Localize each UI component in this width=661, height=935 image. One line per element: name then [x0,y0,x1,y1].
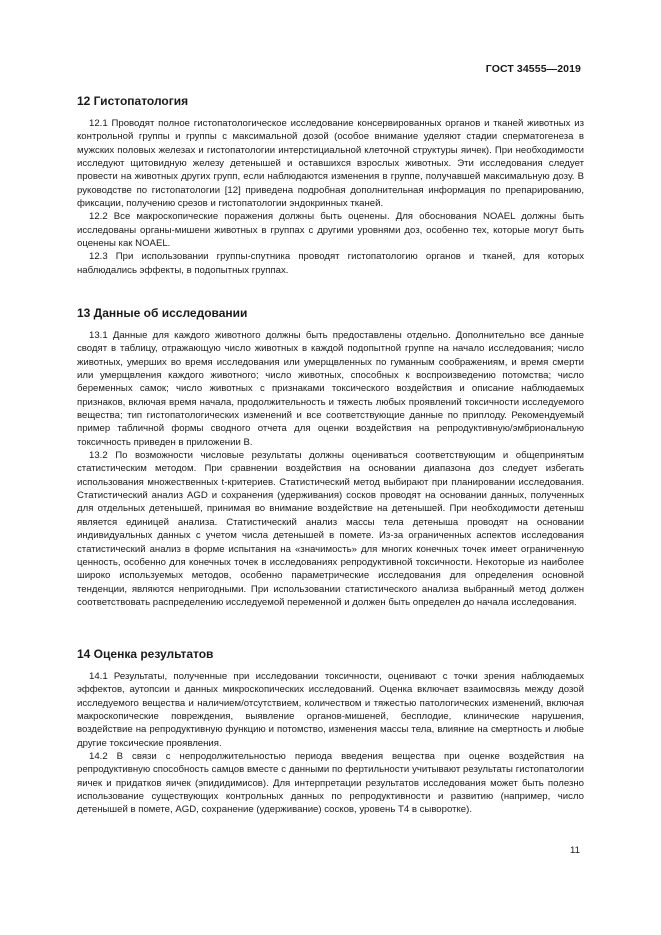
paragraph-14-1: 14.1 Результаты, полученные при исследовании токсичности, оценивают с точки зрения наблюдаемых эффектов, аутопсии и данных микроскопических исследований. Оценка включает взаимосвязь между дозой исследуемого вещества и наличием/отсутствием, количеством и тяжестью патологических изменений, включая макроскопические повреждения, выявление органов-мишеней, бесплодие, клинические нарушения, воздействие на репродуктивную функцию и потомство, изменения массы тела, влияние на смертность и любые другие токсические проявления. [77,671,584,749]
paragraph-13-1: 13.1 Данные для каждого животного должны быть предоставлены отдельно. Дополнительно все данные сводят в таблицу, отражающую число животных в каждой подопытной группе на начало исследования; число животных, умерших во время исследования или умерщвленных по гуманным соображениям, и время смерти или умерщвления каждого животного; число животных, способных к воспроизведению потомства; число беременных самок; число животных с признаками токсического воздействия и описание наблюдаемых признаков, включая время начала, продолжительность и тяжесть любых проявлений токсичности исследуемого вещества; тип гистопатологических изменений и все соответствующие данные по приплоду. Рекомендуемый пример табличной формы сводного отчета для оценки воздействия на репродуктивную/эмбриональную токсичность приведен в приложении В. [77,330,584,448]
section-12-histopathology [77,94,584,277]
paragraph-13-2: 13.2 По возможности числовые результаты должны оцениваться соответствующим и общепринятым статистическим методом. При сравнении воздействия на основании диапазона доз следует избегать использования множественных t-критериев. Статистический метод выбирают при планировании исследования. Статистический анализ AGD и сохранения (удерживания) сосков проводят на основании данных, полученных для отдельных детенышей, принимая во внимание воздействие на детенышей. При необходимости детеныш является единицей анализа. Статистический анализ массы тела детеныша проводят на основании индивидуальных данных с учетом числа детенышей в помете. Из-за ограниченных аспектов исследования статистический анализ в форме испытания на «значимость» для многих конечных точек имеет ограниченную ценность, особенно для конечных точек в исследованиях репродуктивной токсичности. Некоторые из наиболее широко используемых методов, особенно параметрические исследования для определения основной тенденции, являются непригодными. При использовании статистического анализа выбранный метод должен соответствовать распределению исследуемой переменной и должен быть определен до начала исследования. [77,450,584,608]
section-title: 12 Гистопатология [77,94,189,108]
page-number: 11 [570,845,580,856]
paragraph-12-3: 12.3 При использовании группы-спутника проводят гистопатологию органов и тканей, для которых наблюдались эффекты, в подопытных группах. [77,251,584,276]
standard-code-header: ГОСТ 34555—2019 [485,63,581,75]
paragraph-12-2: 12.2 Все макроскопические поражения должны быть оценены. Для обоснования NOAEL должны быть исследованы органы-мишени животных в группах с другими уровнями доз, особенно тех, которые могут быть оценены как NOAEL. [77,211,584,250]
section-14-evaluation [77,647,584,817]
paragraph-12-1: 12.1 Проводят полное гистопатологическое исследование консервированных органов и тканей животных из контрольной группы и группы с максимальной дозой (особое внимание уделяют стадии сперматогенеза в мужских половых железах и гистопатологии интерстициальной клеточной структуры яичек). При необходимости исследуют щитовидную железу детенышей и оставшихся взрослых животных. Эти исследования следует провести на животных других групп, если наблюдаются изменения в группе, получавшей максимальную дозу. В руководстве по гистопатологии [12] приведена подробная дополнительная информация по препарированию, фиксации, получению срезов и гистопатологии эндокринных тканей. [77,118,584,210]
section-13-study-data [77,306,584,609]
section-title: 14 Оценка результатов [77,647,214,661]
paragraph-14-2: 14.2 В связи с непродолжительностью периода введения вещества при оценке воздействия на репродуктивную способность самцов вместе с данными по фертильности учитывают результаты гистопатологии яичек и придатков яичек (эпидидимисов). Для интерпретации результатов исследования может быть полезно использование существующих контрольных данных по репродуктивности и развитию (например, число детенышей в помете, AGD, сохранение (удерживание) сосков, уровень Т4 в сыворотке). [77,751,584,816]
section-title: 13 Данные об исследовании [77,306,248,320]
